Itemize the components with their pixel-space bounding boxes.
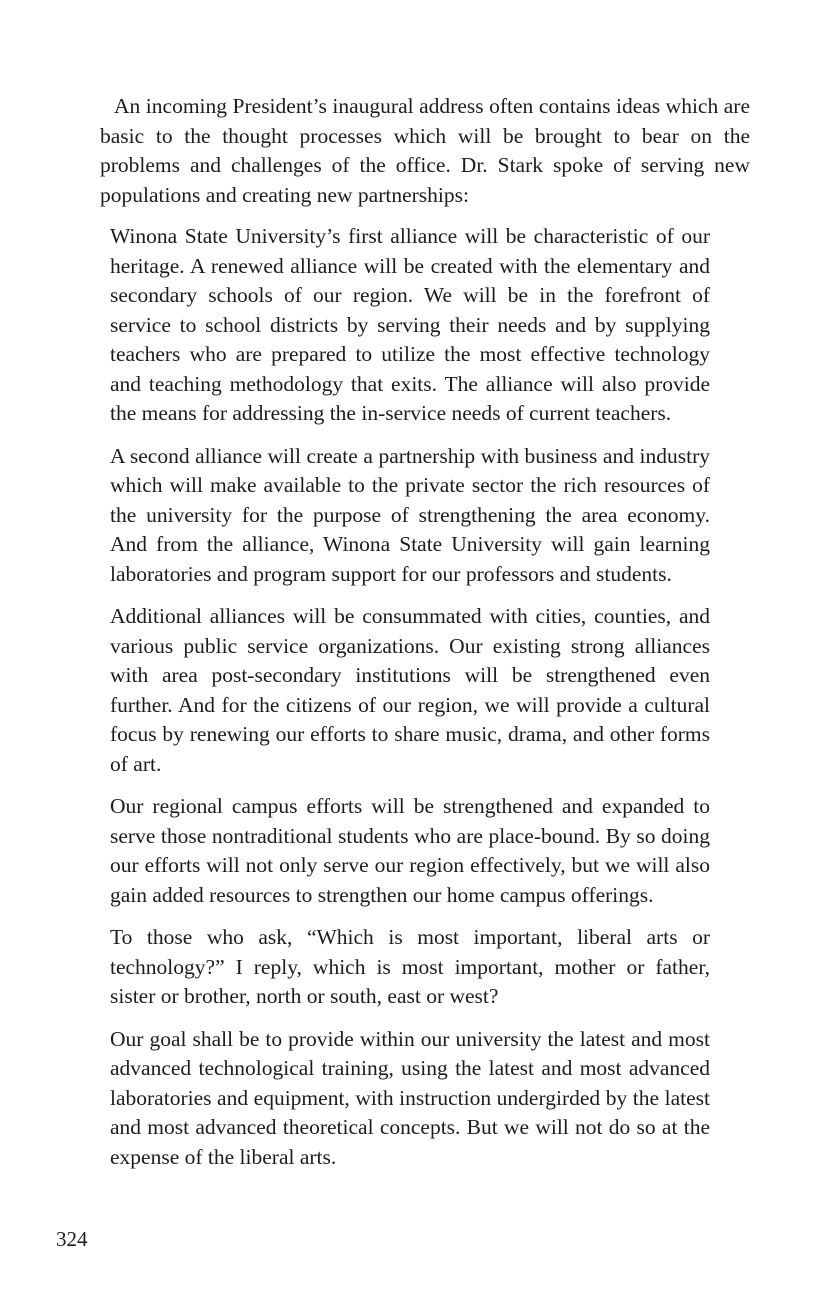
block-quote: [110, 222, 710, 1185]
quote-paragraph-liberal-arts-question: To those who ask, “Which is most important, liberal arts or technology?” I reply, which is most important, mother or father, sister or brother, north or south, east or west?: [110, 925, 710, 1008]
quote-paragraph-additional-alliances: Additional alliances will be consummated with cities, counties, and various public service organizations. Our existing strong alliances with area post-secondary institutions will be strengthened even further. And for the citizens of our region, we will provide a cultural focus by renewing our efforts to share music, drama, and other forms of art.: [110, 604, 710, 776]
quote-paragraph-regional-campus: Our regional campus efforts will be strengthened and expanded to serve those nontraditional students who are place-bound. By so doing our efforts will not only serve our region effectively, but we will also gain added resources to strengthen our home campus offerings.: [110, 794, 710, 907]
quote-paragraph-second-alliance: A second alliance will create a partnership with business and industry which will make available to the private sector the rich resources of the university for the purpose of strengthening the area economy. And from the alliance, Winona State University will gain learning laboratories and program support for our professors and students.: [110, 443, 710, 586]
quote-paragraph-first-alliance: Winona State University’s first alliance will be characteristic of our heritage. A renewed alliance will be created with the elementary and secondary schools of our region. We will be in the forefront of service to school districts by serving their needs and by supplying teachers who are prepared to utilize the most effective technology and teaching methodology that exits. The alliance will also provide the means for addressing the in-service needs of current teachers.: [110, 224, 710, 425]
quote-paragraph-goal: Our goal shall be to provide within our university the latest and most advanced technological training, using the latest and most advanced laboratories and equipment, with instruction undergirded by the latest and most advanced theoretical concepts. But we will not do so at the expense of the liberal arts.: [110, 1026, 710, 1169]
page-number: 324: [56, 1227, 88, 1251]
intro-paragraph: An incoming President’s inaugural address often contains ideas which are basic to the thought processes which will be brought to bear on the problems and challenges of the office. Dr. Stark spoke of serving new populations and creating new partnerships:: [100, 94, 750, 207]
